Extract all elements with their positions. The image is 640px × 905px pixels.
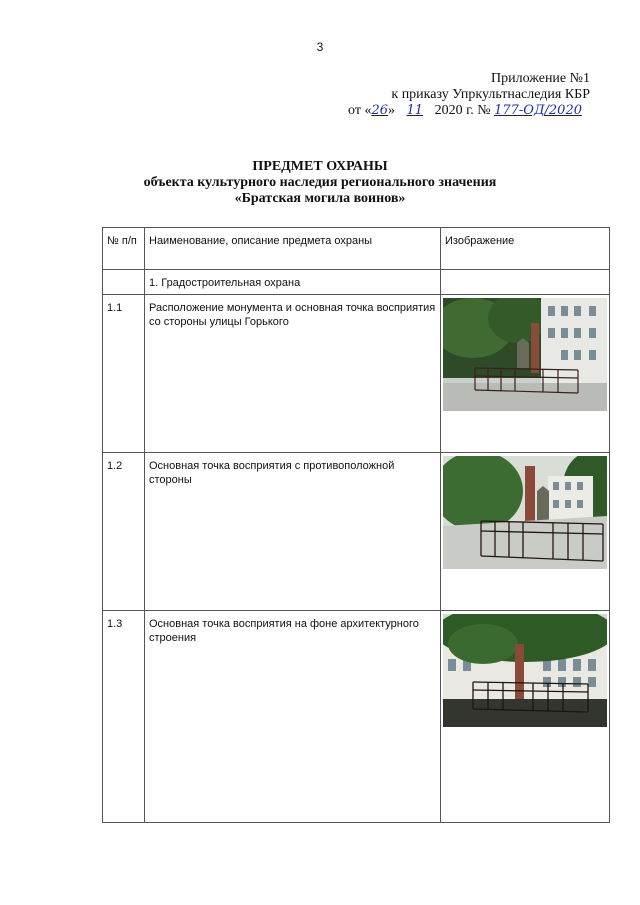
row-num: 1.1 xyxy=(103,295,145,453)
title-line-3: «Братская могила воинов» xyxy=(234,191,406,206)
monument-photo-1 xyxy=(443,298,607,411)
monument-photo-3 xyxy=(443,614,607,727)
date-year: 2020 г. № xyxy=(434,103,491,118)
appendix-date-line xyxy=(348,103,590,119)
row-num: 1.2 xyxy=(103,453,145,611)
table-row xyxy=(103,611,610,823)
row-image-cell xyxy=(441,611,610,823)
row-num: 1.3 xyxy=(103,611,145,823)
order-number: 177-ОД/2020 xyxy=(494,103,582,118)
table-row xyxy=(103,295,610,453)
header-image: Изображение xyxy=(441,228,610,270)
date-prefix: от « xyxy=(348,103,372,118)
table-header-row xyxy=(103,228,610,270)
protection-table xyxy=(102,227,610,823)
appendix-title: Приложение №1 xyxy=(491,71,590,86)
header-num: № п/п xyxy=(103,228,145,270)
section-image xyxy=(441,270,610,295)
section-num xyxy=(103,270,145,295)
row-desc: Основная точка восприятия на фоне архитектурного строения xyxy=(145,611,441,823)
appendix-header xyxy=(348,71,590,119)
monument-photo-2 xyxy=(443,456,607,569)
title-line-2: объекта культурного наследия регионального значения xyxy=(143,175,497,190)
row-desc: Основная точка восприятия с противоположной стороны xyxy=(145,453,441,611)
section-row xyxy=(103,270,610,295)
appendix-order: к приказу Упркультнаследия КБР xyxy=(391,87,590,102)
section-title: 1. Градостроительная охрана xyxy=(145,270,441,295)
row-image-cell xyxy=(441,453,610,611)
date-day: 26 xyxy=(371,103,389,118)
header-desc: Наименование, описание предмета охраны xyxy=(145,228,441,270)
document-title xyxy=(0,159,640,207)
table-row xyxy=(103,453,610,611)
page-number: 3 xyxy=(316,40,324,54)
date-month: 11 xyxy=(406,103,424,118)
title-line-1: ПРЕДМЕТ ОХРАНЫ xyxy=(252,159,388,174)
row-image-cell xyxy=(441,295,610,453)
row-desc: Расположение монумента и основная точка восприятия со стороны улицы Горького xyxy=(145,295,441,453)
date-mid1: » xyxy=(388,103,396,118)
